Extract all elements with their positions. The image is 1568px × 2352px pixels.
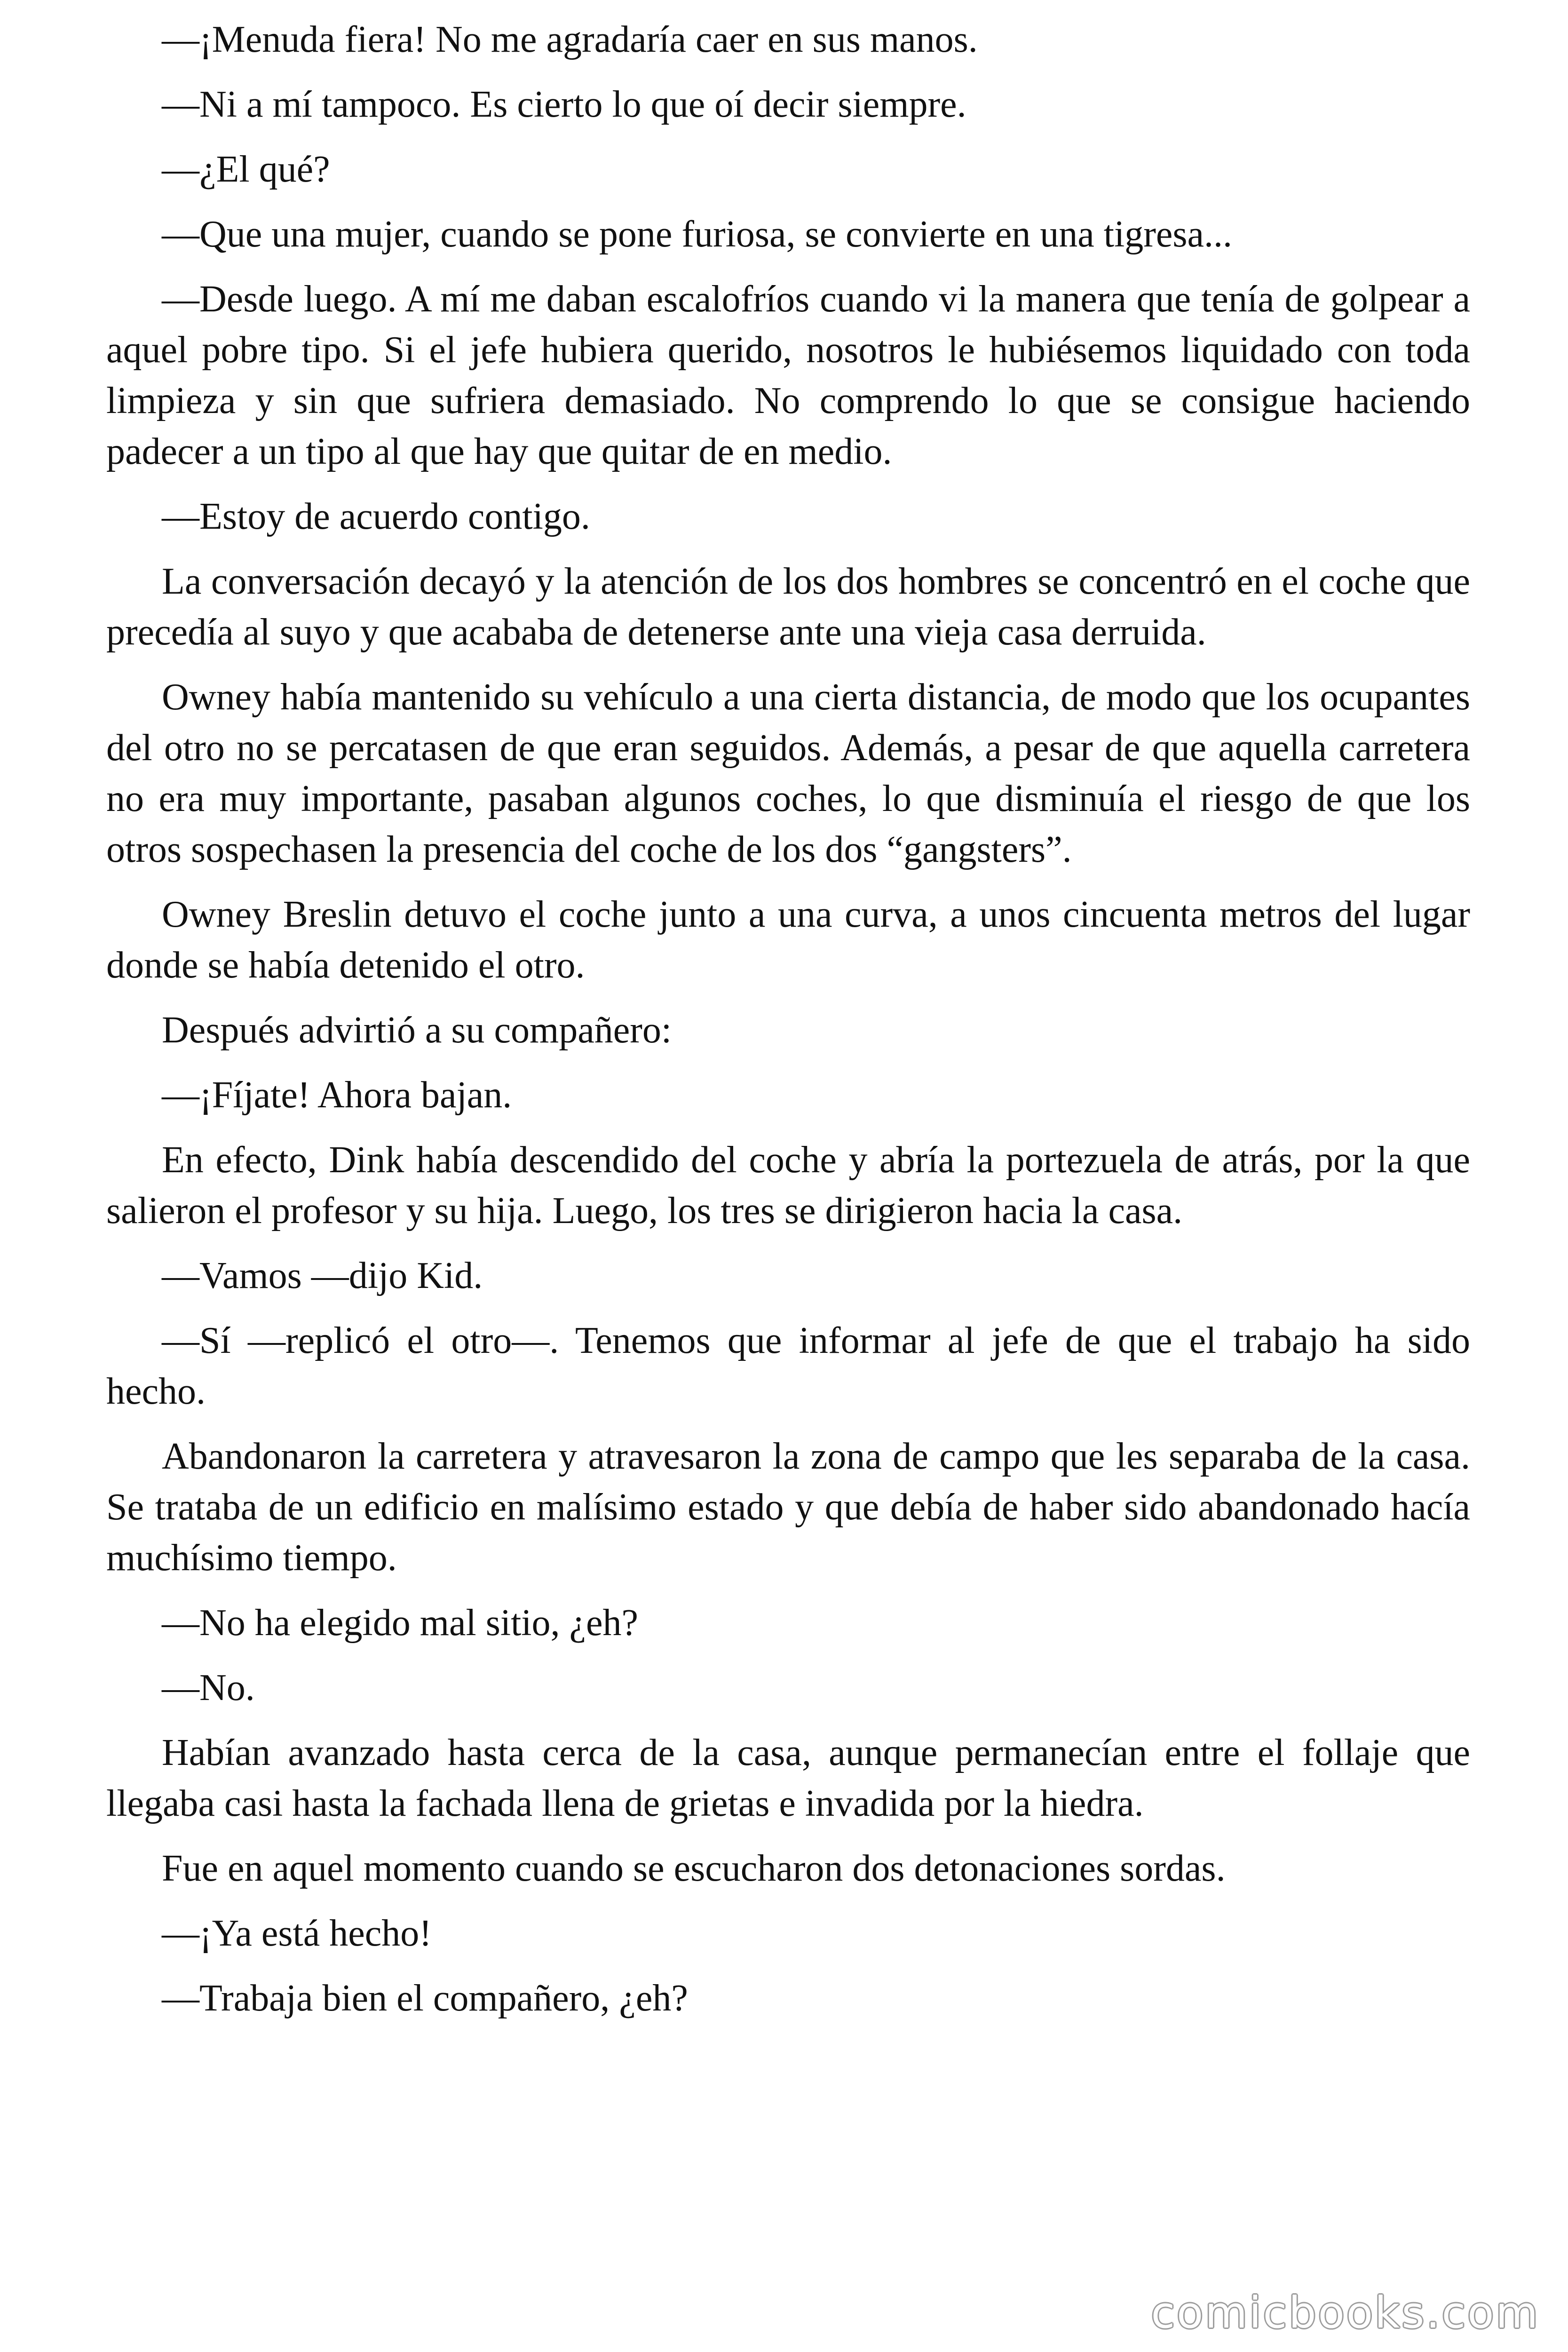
- watermark: comicbooks.com: [1151, 2288, 1540, 2338]
- paragraph-11: —¡Fíjate! Ahora bajan.: [162, 1074, 512, 1116]
- paragraph-7: La conversación decayó y la atención de los dos hombres se concentró en el coche que precedía al suyo y que acababa de detenerse ante una vieja casa derruida.: [106, 561, 1470, 653]
- paragraph-14: —Sí —replicó el otro—. Tenemos que informar al jefe de que el trabajo ha sido hecho.: [106, 1320, 1470, 1412]
- paragraph-9: Owney Breslin detuvo el coche junto a una curva, a unos cincuenta metros del lugar donde se había detenido el otro.: [106, 894, 1470, 986]
- paragraph-4: —Que una mujer, cuando se pone furiosa, se convierte en una tigresa...: [162, 214, 1233, 255]
- paragraph-10: Después advirtió a su compañero:: [162, 1009, 672, 1051]
- paragraph-12: En efecto, Dink había descendido del coche y abría la portezuela de atrás, por la que salieron el profesor y su hija. Luego, los tres se dirigieron hacia la casa.: [106, 1139, 1470, 1232]
- paragraph-19: Fue en aquel momento cuando se escucharon dos detonaciones sordas.: [162, 1848, 1226, 1889]
- paragraph-5: —Desde luego. A mí me daban escalofríos cuando vi la manera que tenía de golpear a aquel pobre tipo. Si el jefe hubiera querido, nosotros le hubiésemos liquidado con toda limpieza y sin que sufriera demasiado. No comprendo lo que se consigue haciendo padecer a un tipo al que hay que quitar de en medio.: [106, 278, 1470, 472]
- paragraph-3: —¿El qué?: [162, 149, 330, 190]
- paragraph-18: Habían avanzado hasta cerca de la casa, aunque permanecían entre el follaje que llegaba casi hasta la fachada llena de grietas e invadida por la hiedra.: [106, 1732, 1470, 1824]
- paragraph-13: —Vamos —dijo Kid.: [162, 1255, 483, 1296]
- paragraph-21: —Trabaja bien el compañero, ¿eh?: [162, 1978, 688, 2019]
- body-text: [106, 14, 1470, 2038]
- paragraph-20: —¡Ya está hecho!: [162, 1913, 432, 1954]
- paragraph-1: —¡Menuda fiera! No me agradaría caer en sus manos.: [162, 19, 978, 60]
- paragraph-6: —Estoy de acuerdo contigo.: [162, 496, 590, 537]
- paragraph-8: Owney había mantenido su vehículo a una cierta distancia, de modo que los ocupantes del otro no se percatasen de que eran seguidos. Además, a pesar de que aquella carretera no era muy importante, pasaban algunos coches, lo que disminuía el riesgo de que los otros sospechasen la presencia del coche de los dos “gangsters”.: [106, 676, 1470, 870]
- paragraph-17: —No.: [162, 1667, 255, 1708]
- paragraph-2: —Ni a mí tampoco. Es cierto lo que oí decir siempre.: [162, 84, 966, 125]
- paragraph-15: Abandonaron la carretera y atravesaron la zona de campo que les separaba de la casa. Se trataba de un edificio en malísimo estado y que debía de haber sido abandonado hacía muchísimo tiempo.: [106, 1436, 1470, 1579]
- paragraph-16: —No ha elegido mal sitio, ¿eh?: [162, 1602, 639, 1644]
